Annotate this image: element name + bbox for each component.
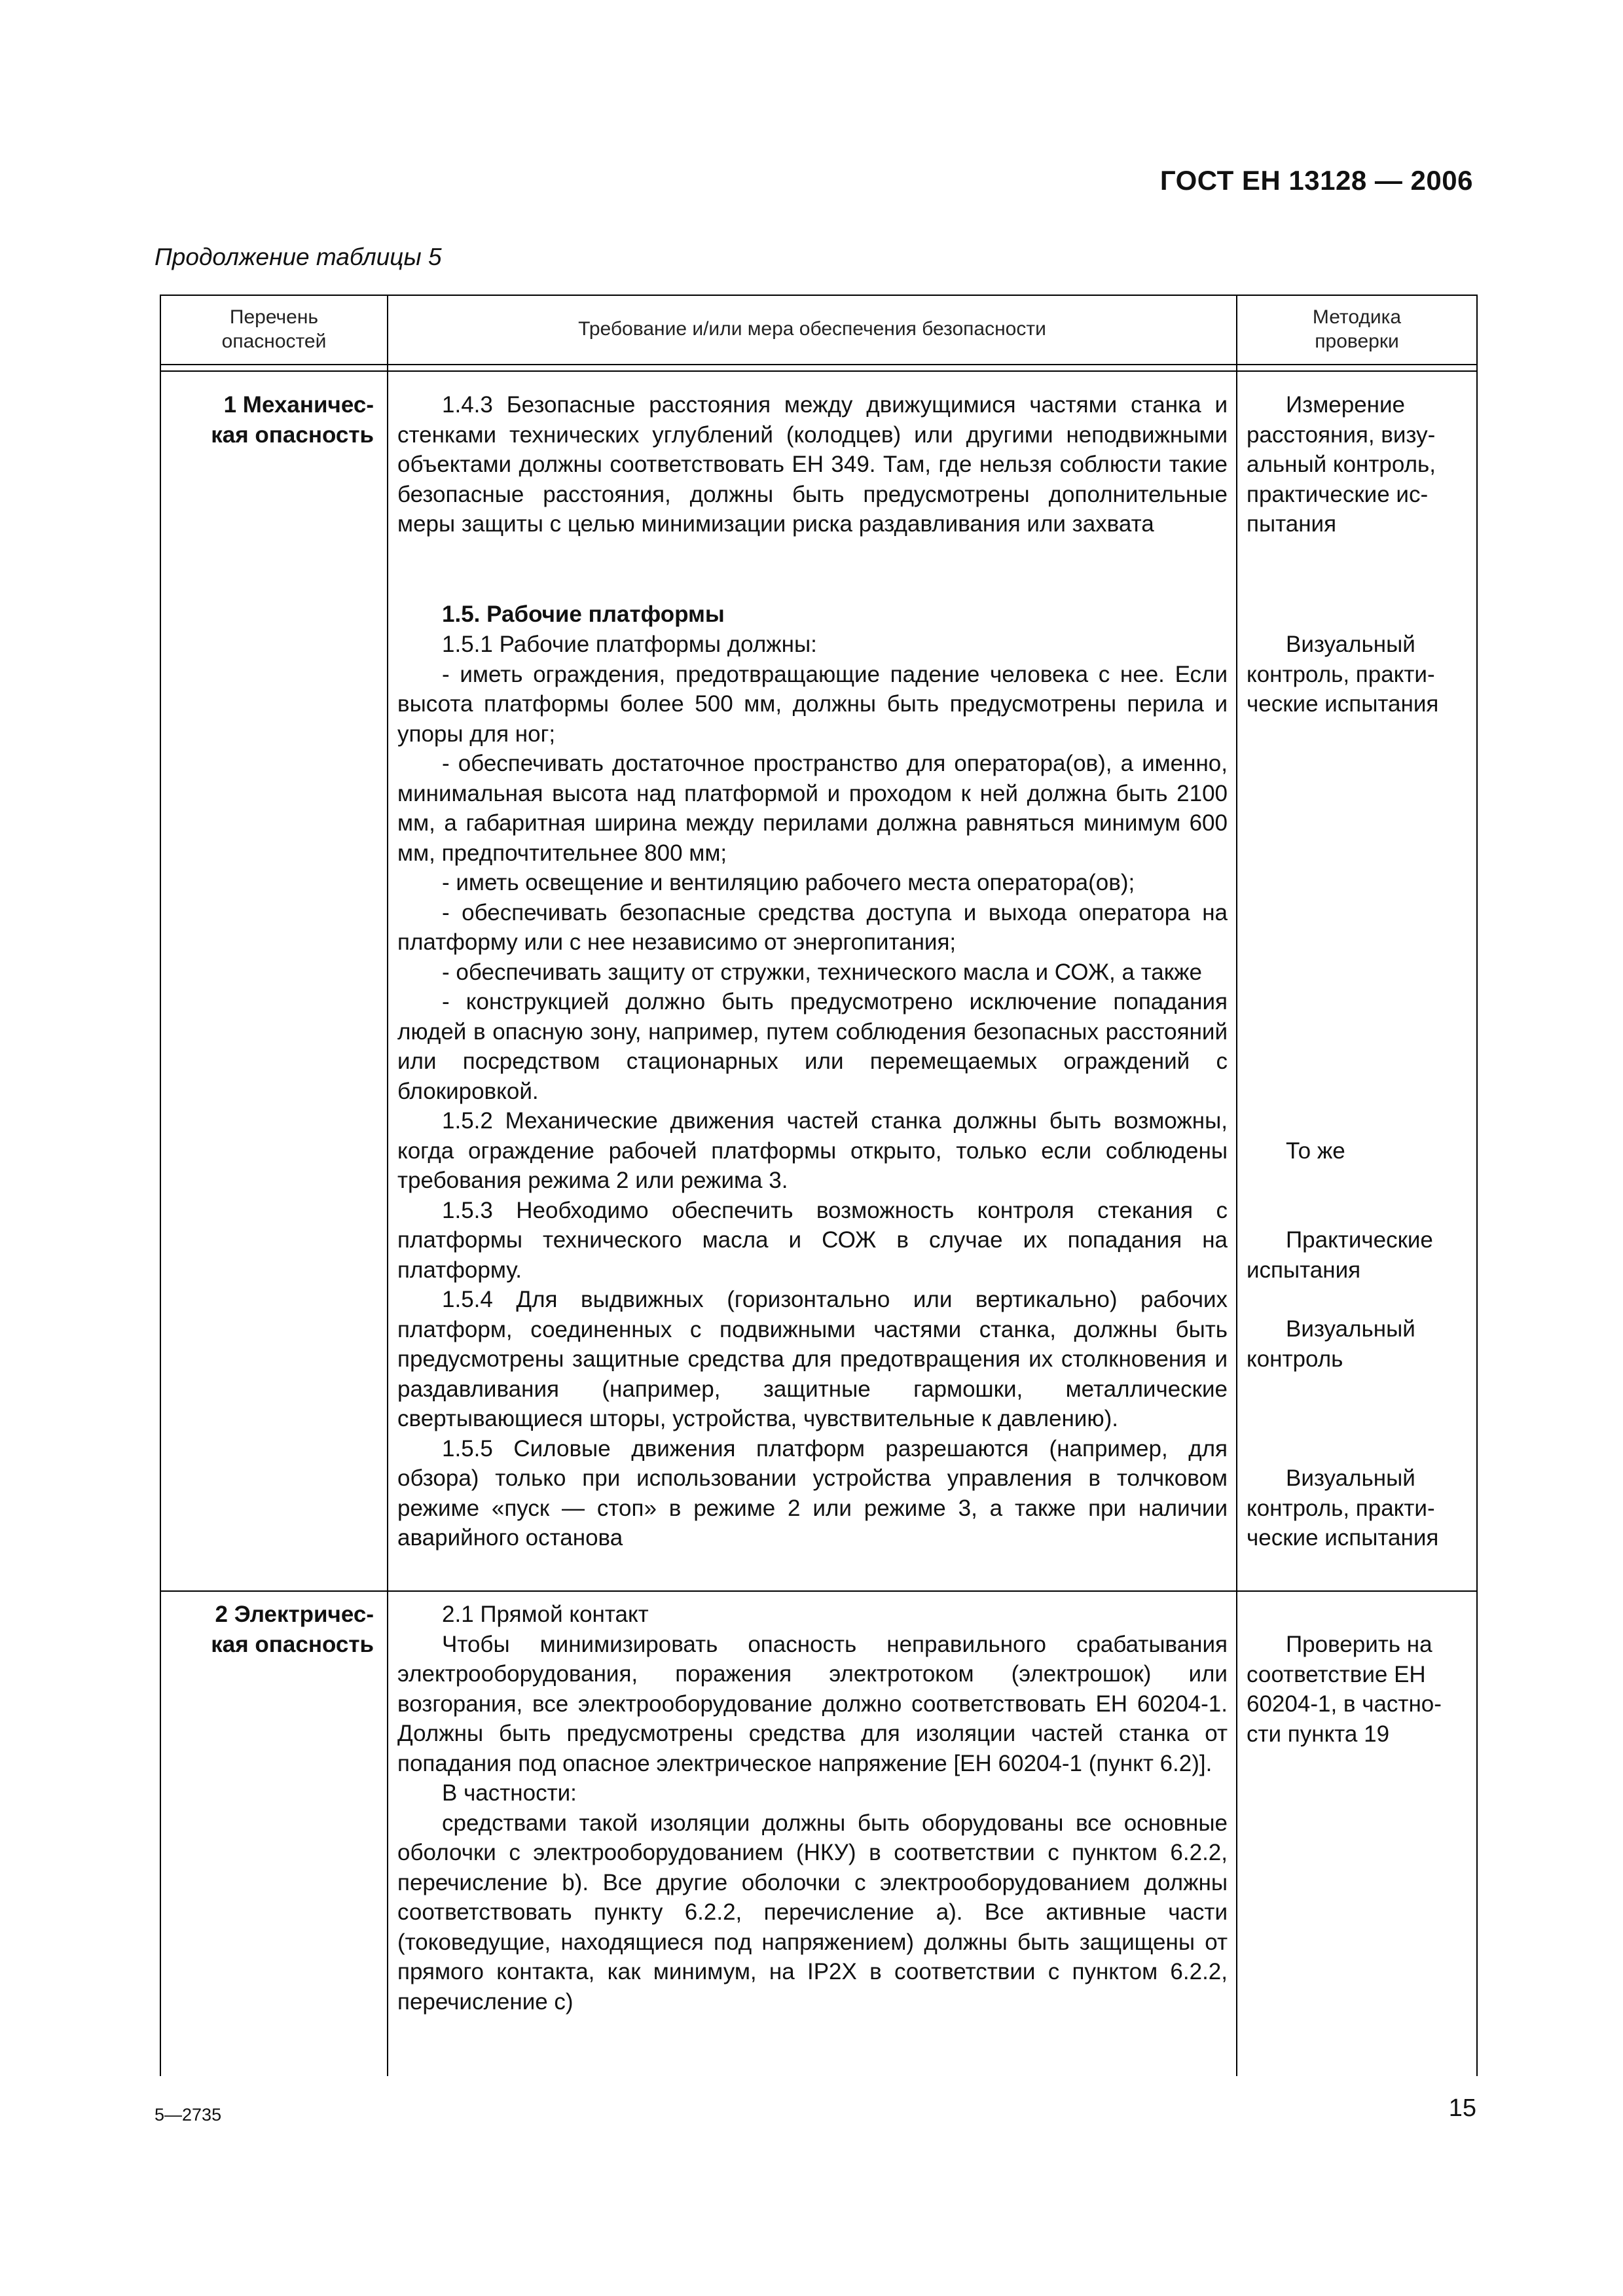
req-1-5-1-item: - конструкцией должно быть предусмотрено исключение попадания людей в опасную зону, например, путем соблюдения безопасных расстояний или посредством стационарных или перемещаемых ограждений с блокировкой. [397, 989, 1228, 1104]
method-line: Визуальный [1286, 1316, 1415, 1342]
req-1-5-2: 1.5.2 Механические движения частей станка должны быть возможны, когда ограждение рабочей платформы открыто, только если соблюдены требования режима 2 или режима 3. [397, 1108, 1228, 1193]
heading-1-5: 1.5. Рабочие платформы [442, 601, 725, 627]
req-2-block [397, 1600, 1228, 2017]
hazard-mechanical [166, 390, 374, 450]
req-2-1-particular: В частности: [442, 1780, 577, 1806]
method-line: То же [1286, 1138, 1345, 1164]
header-line: проверки [1315, 331, 1399, 352]
method-line: 60204-1, в частно- [1247, 1691, 1442, 1717]
method-1-5-2 [1247, 1136, 1472, 1166]
header-line: Методика [1312, 306, 1402, 328]
row-separator [160, 1590, 1478, 1592]
req-1-5-4: 1.5.4 Для выдвижных (горизонтально или вертикально) рабочих платформ, соединенных с подвижными частями станка, должны быть предусмотрены защитные средства для предотвращения их столкновения и раздавливания (например, защитные гармошки, металлические свертывающиеся шторы, устройства, чувствительные к давлению). [397, 1287, 1228, 1431]
table-caption: Продолжение таблицы 5 [155, 243, 442, 270]
hazard-electrical [166, 1600, 374, 1659]
method-line: соответствие ЕН [1247, 1661, 1426, 1687]
hazard-table [160, 295, 1478, 2076]
table-border-left [160, 295, 161, 2076]
method-line: контроль, практи- [1247, 661, 1435, 687]
method-1-5-4 [1247, 1314, 1472, 1374]
method-line: Визуальный [1286, 632, 1415, 657]
table-divider-2 [1236, 295, 1237, 2076]
header-line: Перечень [229, 306, 319, 328]
method-line: Визуальный [1286, 1465, 1415, 1491]
header-line: опасностей [221, 331, 327, 352]
column-header-requirements: Требование и/или мера обеспечения безопасности [578, 318, 1046, 340]
req-1-5-1-item: - иметь ограждения, предотвращающие падение человека с нее. Если высота платформы более 500 мм, должны быть предусмотрены перила и упоры для ног; [397, 661, 1228, 747]
method-line: испытания [1247, 1257, 1361, 1283]
heading-2-1: 2.1 Прямой контакт [442, 1602, 649, 1627]
table-divider-1 [387, 295, 388, 2076]
method-line: Практические [1286, 1227, 1433, 1253]
page-number: 15 [1448, 2094, 1476, 2122]
table-border-right [1476, 295, 1478, 2076]
req-1-5-1-item: - иметь освещение и вентиляцию рабочего места оператора(ов); [442, 870, 1135, 895]
header-rule-2 [160, 370, 1478, 372]
method-line: ческие испытания [1247, 1525, 1439, 1551]
standard-designation: ГОСТ ЕН 13128 — 2006 [1159, 165, 1473, 196]
method-1-5-3 [1247, 1225, 1472, 1285]
hazard-line: кая опасность [211, 422, 374, 448]
method-line: ческие испытания [1247, 691, 1439, 717]
method-line: расстояния, визу- [1247, 422, 1436, 448]
req-1-5-5: 1.5.5 Силовые движения платформ разрешаются (например, для обзора) только при использовании устройства управления в толчковом режиме «пуск — стоп» в режиме 2 или режиме 3, а также при наличии аварийного останова [397, 1435, 1228, 1551]
method-1-5-5 [1247, 1463, 1472, 1553]
req-1-5-3: 1.5.3 Необходимо обеспечить возможность контроля стекания с платформы технического масла и СОЖ в случае их попадания на платформу. [397, 1197, 1228, 1283]
method-line: сти пункта 19 [1247, 1721, 1390, 1747]
req-1-5-1-item: - обеспечивать защиту от стружки, технического масла и СОЖ, а также [442, 959, 1202, 985]
req-2-1-detail: средствами такой изоляции должны быть оборудованы все основные оболочки с электрооборудованием (НКУ) в соответствии с пунктом 6.2.2, перечисление b). Все другие оболочки с электрооборудованием должны соответствовать пункту 6.2.2, перечисление а). Все активные части (токоведущие, находящиеся под напряжением) должны быть защищены от прямого контакта, как минимум, на IP2X в соответствии с пунктом 6.2.2, перечисление с) [397, 1810, 1228, 2015]
method-line: альный контроль, [1247, 452, 1436, 477]
column-header-hazards [161, 305, 387, 353]
print-code: 5—2735 [155, 2105, 222, 2125]
req-1-5-1-item: - обеспечивать безопасные средства доступа и выхода оператора на платформу или с нее независимо от энергопитания; [397, 899, 1228, 955]
column-header-method [1237, 305, 1476, 353]
hazard-line: кая опасность [211, 1631, 374, 1657]
req-1-5-1: 1.5.1 Рабочие платформы должны: [442, 632, 817, 657]
req-1-4-3: 1.4.3 Безопасные расстояния между движущимися частями станка и стенками технических углублений (колодцев) или другими неподвижными объектами должны соответствовать ЕН 349. Там, где нельзя соблюсти такие безопасные расстояния, должны быть предусмотрены дополнительные меры защиты с целью минимизации риска раздавливания или захвата [397, 392, 1228, 537]
method-line: пытания [1247, 511, 1337, 537]
method-2-1 [1247, 1630, 1472, 1749]
req-1-5-1-item: - обеспечивать достаточное пространство для оператора(ов), а именно, минимальная высота над платформой и проходом к ней должна быть 2100 мм, а габаритная ширина между перилами должна равняться минимум 600 мм, предпочтительнее 800 мм; [397, 751, 1228, 866]
hazard-line: 2 Электричес- [215, 1602, 374, 1627]
req-2-1: Чтобы минимизировать опасность неправильного срабатывания электрооборудования, поражения электротоком (электрошок) или возгорания, все электрооборудование должно соответствовать ЕН 60204-1. Должны быть предусмотрены средства для изоляции частей станка от попадания под опасное электрическое напряжение [ЕН 60204-1 (пункт 6.2)]. [397, 1631, 1228, 1776]
method-1-5-1 [1247, 630, 1472, 719]
req-1-5-block [397, 630, 1228, 1553]
header-rule-1 [160, 364, 1478, 365]
method-line: Проверить на [1286, 1632, 1432, 1657]
method-line: контроль, практи- [1247, 1495, 1435, 1521]
hazard-line: 1 Механичес- [223, 392, 374, 418]
method-1-4-3 [1247, 390, 1472, 539]
method-line: Измерение [1286, 392, 1406, 418]
method-line: контроль [1247, 1346, 1343, 1372]
method-line: практические ис- [1247, 481, 1429, 507]
table-border-top [160, 295, 1478, 296]
